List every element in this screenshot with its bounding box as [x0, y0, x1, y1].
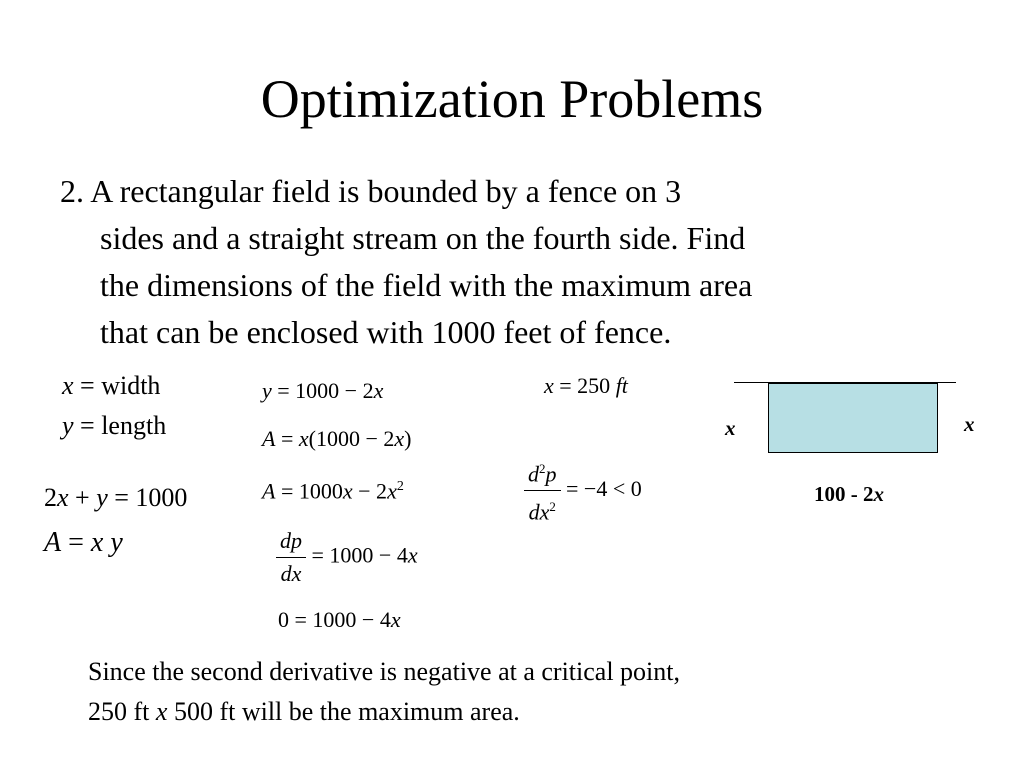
equation-area-expanded: $A = 1000x - 2x^2$ [262, 478, 404, 504]
equation-area-substituted: A = x(1000 − 2x) [262, 426, 412, 451]
equation-y: y = 1000 − 2x [262, 378, 384, 403]
definition-x: x = width [62, 371, 161, 400]
field-rectangle [768, 383, 938, 453]
equation-critical-point: 0 = 1000 − 4x [278, 607, 401, 632]
area-definition: A = x y [44, 527, 123, 558]
problem-line-4: that can be enclosed with 1000 feet of fence. [100, 314, 672, 350]
variable-definitions [62, 366, 166, 446]
field-right-label: x [964, 412, 975, 436]
conclusion [88, 652, 680, 732]
problem-line-3: the dimensions of the field with the maximum area [100, 267, 753, 303]
conclusion-line-1: Since the second derivative is negative at a critical point, [88, 657, 681, 686]
constraint-equation: 2x + y = 1000 [44, 483, 188, 512]
derivative-fraction: $\frac{dp}{dx}$ [276, 528, 306, 587]
equation-first-derivative: $\frac{dp}{dx}$ = 1000 − 4x [276, 528, 418, 587]
problem-line-2: sides and a straight stream on the fourth side. Find [100, 220, 746, 256]
definition-y: y = length [62, 411, 167, 440]
field-left-label: x [725, 416, 736, 440]
solution-x: x = 250 ft [544, 373, 628, 398]
field-bottom-label: 100 - 2x [814, 482, 884, 506]
slide-title: Optimization Problems [260, 69, 764, 129]
equation-second-derivative: $\frac{d^2p}{dx^2}$ = −4 < 0 [524, 456, 642, 526]
second-derivative-fraction: $\frac{d^2p}{dx^2}$ [524, 456, 561, 526]
problem-line-1: 2. A rectangular field is bounded by a fence on 3 [60, 173, 682, 209]
problem-statement [60, 168, 940, 356]
conclusion-line-2: 250 ft x 500 ft will be the maximum area. [88, 697, 520, 726]
